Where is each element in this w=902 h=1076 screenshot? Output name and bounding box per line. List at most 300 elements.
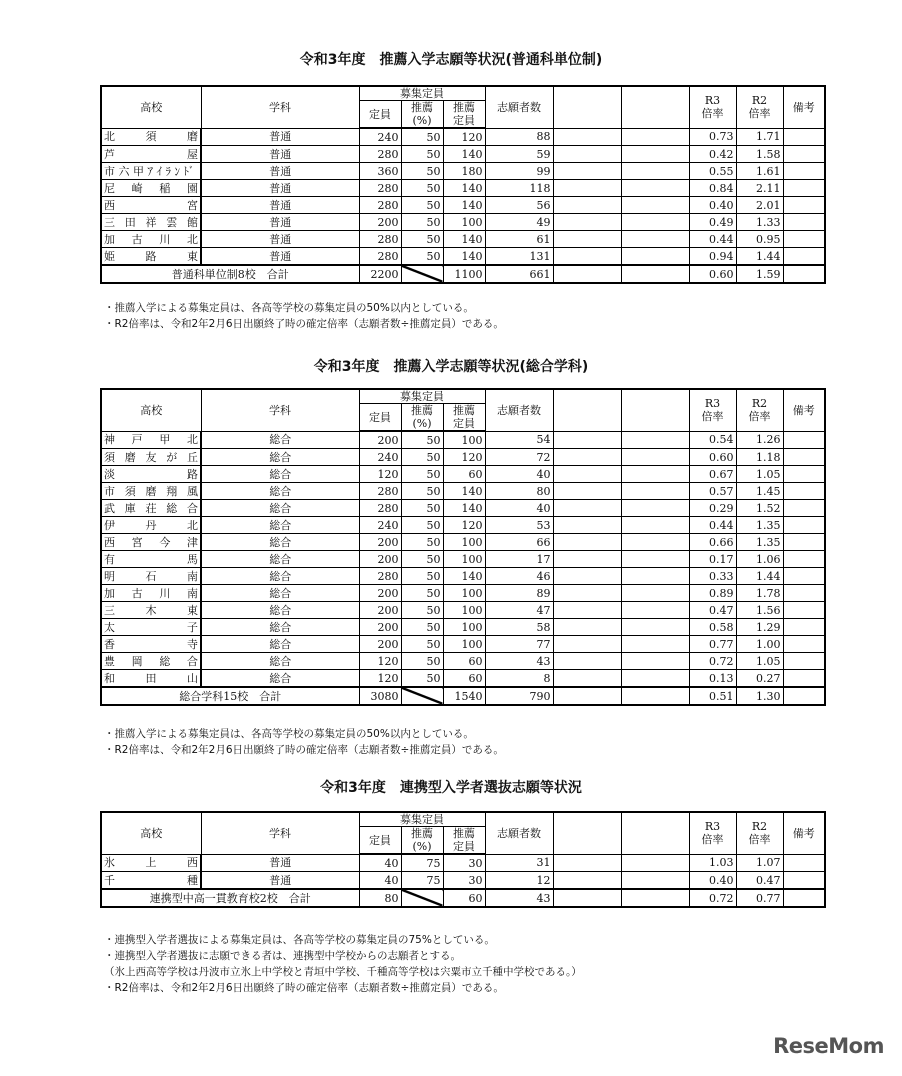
capacity: 280: [359, 568, 401, 585]
applicants: 54: [485, 431, 553, 449]
r2-ratio: 1.05: [736, 653, 783, 670]
rec-pct: 50: [401, 180, 443, 197]
rec-pct: 50: [401, 653, 443, 670]
r2-ratio: 1.05: [736, 466, 783, 483]
applicants: 77: [485, 636, 553, 653]
total-row: [101, 265, 825, 283]
header-r3: R3 倍率: [689, 86, 736, 128]
department: 普通: [201, 872, 359, 890]
school-name: 加古川北: [101, 231, 201, 248]
capacity: 240: [359, 517, 401, 534]
rec-pct: 50: [401, 214, 443, 231]
remarks: [783, 265, 825, 283]
r3-ratio: 0.17: [689, 551, 736, 568]
r3-ratio: 1.03: [689, 854, 736, 872]
r3-ratio: 0.57: [689, 483, 736, 500]
blank-cell: [621, 889, 689, 907]
department: 普通: [201, 128, 359, 146]
table-row: [101, 619, 825, 636]
department: 総合: [201, 551, 359, 568]
school-name: 三田祥雲館: [101, 214, 201, 231]
rec-pct: 50: [401, 146, 443, 163]
capacity: 120: [359, 466, 401, 483]
header-blank: [553, 389, 621, 431]
blank-cell: [553, 214, 621, 231]
department: 普通: [201, 180, 359, 197]
remarks: [783, 534, 825, 551]
total-r2-ratio: 1.30: [736, 687, 783, 705]
header-blank: [553, 86, 621, 128]
blank-cell: [553, 636, 621, 653]
remarks: [783, 128, 825, 146]
total-r3-ratio: 0.51: [689, 687, 736, 705]
total-capacity: 3080: [359, 687, 401, 705]
remarks: [783, 670, 825, 688]
blank-cell: [621, 483, 689, 500]
r3-ratio: 0.13: [689, 670, 736, 688]
blank-cell: [553, 517, 621, 534]
rec-cap: 60: [443, 653, 485, 670]
header-applicants: 志願者数: [485, 389, 553, 431]
note-line: ・連携型入学者選抜による募集定員は、各高等学校の募集定員の75%としている。: [104, 934, 495, 946]
capacity: 280: [359, 231, 401, 248]
rec-cap: 30: [443, 854, 485, 872]
header-capacity-group: 募集定員: [359, 812, 485, 827]
school-name: 明石南: [101, 568, 201, 585]
blank-cell: [553, 889, 621, 907]
r3-ratio: 0.67: [689, 466, 736, 483]
capacity: 200: [359, 431, 401, 449]
r2-ratio: 1.18: [736, 449, 783, 466]
table-row: [101, 214, 825, 231]
header-remarks: 備考: [783, 812, 825, 854]
capacity: 280: [359, 197, 401, 214]
capacity: 360: [359, 163, 401, 180]
note-line: ・連携型入学者選抜に志願できる者は、連携型中学校からの志願者とする。: [104, 950, 461, 962]
department: 総合: [201, 602, 359, 619]
r3-ratio: 0.77: [689, 636, 736, 653]
total-rec-cap: 60: [443, 889, 485, 907]
blank-cell: [621, 854, 689, 872]
capacity: 120: [359, 653, 401, 670]
total-rec-cap: 1540: [443, 687, 485, 705]
table-row: [101, 163, 825, 180]
r3-ratio: 0.44: [689, 231, 736, 248]
applicants: 66: [485, 534, 553, 551]
school-name: 三木東: [101, 602, 201, 619]
school-name: 淡路: [101, 466, 201, 483]
department: 総合: [201, 534, 359, 551]
note-line: ・推薦入学による募集定員は、各高等学校の募集定員の50%以内としている。: [104, 302, 474, 314]
rec-cap: 140: [443, 180, 485, 197]
r2-ratio: 1.33: [736, 214, 783, 231]
applicants: 47: [485, 602, 553, 619]
table-row: [101, 585, 825, 602]
applicants: 40: [485, 500, 553, 517]
school-name: 千種: [101, 872, 201, 890]
remarks: [783, 602, 825, 619]
total-label: 総合学科15校 合計: [101, 687, 359, 705]
department: 普通: [201, 231, 359, 248]
applicants: 58: [485, 619, 553, 636]
r2-ratio: 1.56: [736, 602, 783, 619]
rec-cap: 100: [443, 619, 485, 636]
capacity: 40: [359, 854, 401, 872]
capacity: 280: [359, 180, 401, 197]
rec-cap: 100: [443, 431, 485, 449]
r3-ratio: 0.29: [689, 500, 736, 517]
section-title: 令和3年度 連携型入学者選抜志願等状況: [320, 780, 582, 796]
blank-cell: [621, 687, 689, 705]
total-r3-ratio: 0.72: [689, 889, 736, 907]
table-row: [101, 483, 825, 500]
school-name: 太子: [101, 619, 201, 636]
rec-cap: 120: [443, 128, 485, 146]
note-line: ・R2倍率は、令和2年2月6日出願終了時の確定倍率（志願者数÷推薦定員）である。: [104, 982, 504, 994]
rec-pct: 50: [401, 197, 443, 214]
remarks: [783, 483, 825, 500]
remarks: [783, 197, 825, 214]
header-capacity: 定員: [359, 101, 401, 129]
department: 総合: [201, 466, 359, 483]
rec-cap: 140: [443, 146, 485, 163]
note-line: ・推薦入学による募集定員は、各高等学校の募集定員の50%以内としている。: [104, 728, 474, 740]
rec-cap: 60: [443, 670, 485, 688]
rec-pct: 50: [401, 619, 443, 636]
applicants: 59: [485, 146, 553, 163]
applicants: 43: [485, 653, 553, 670]
r2-ratio: 1.71: [736, 128, 783, 146]
header-row: [101, 812, 825, 827]
rec-cap: 120: [443, 449, 485, 466]
r3-ratio: 0.33: [689, 568, 736, 585]
r2-ratio: 1.00: [736, 636, 783, 653]
rec-cap: 140: [443, 483, 485, 500]
total-applicants: 661: [485, 265, 553, 283]
school-name: 北須磨: [101, 128, 201, 146]
capacity: 240: [359, 128, 401, 146]
blank-cell: [621, 146, 689, 163]
table-row: [101, 636, 825, 653]
header-rec-cap: 推薦 定員: [443, 827, 485, 855]
rec-pct: 50: [401, 163, 443, 180]
school-name: 西宮今津: [101, 534, 201, 551]
remarks: [783, 248, 825, 266]
blank-cell: [621, 248, 689, 266]
school-name: 姫路東: [101, 248, 201, 266]
blank-cell: [621, 872, 689, 890]
rec-pct: 75: [401, 872, 443, 890]
r2-ratio: 0.47: [736, 872, 783, 890]
header-rec-pct: 推薦 (%): [401, 404, 443, 432]
r3-ratio: 0.58: [689, 619, 736, 636]
rec-pct: 50: [401, 534, 443, 551]
blank-cell: [553, 568, 621, 585]
department: 総合: [201, 619, 359, 636]
r3-ratio: 0.44: [689, 517, 736, 534]
school-name: 氷上西: [101, 854, 201, 872]
rec-pct: 50: [401, 670, 443, 688]
note-line: ・R2倍率は、令和2年2月6日出願終了時の確定倍率（志願者数÷推薦定員）である。: [104, 318, 504, 330]
table-row: [101, 854, 825, 872]
slash-cell: [401, 687, 443, 705]
capacity: 40: [359, 872, 401, 890]
school-name: 西宮: [101, 197, 201, 214]
blank-cell: [621, 602, 689, 619]
blank-cell: [553, 163, 621, 180]
capacity: 280: [359, 248, 401, 266]
status-table: [100, 811, 826, 908]
total-capacity: 2200: [359, 265, 401, 283]
blank-cell: [553, 872, 621, 890]
rec-cap: 100: [443, 585, 485, 602]
rec-cap: 140: [443, 231, 485, 248]
school-name: 和田山: [101, 670, 201, 688]
remarks: [783, 466, 825, 483]
total-label: 普通科単位制8校 合計: [101, 265, 359, 283]
total-applicants: 790: [485, 687, 553, 705]
header-r2: R2 倍率: [736, 389, 783, 431]
blank-cell: [553, 585, 621, 602]
table-row: [101, 653, 825, 670]
total-applicants: 43: [485, 889, 553, 907]
blank-cell: [553, 431, 621, 449]
blank-cell: [553, 500, 621, 517]
rec-cap: 100: [443, 534, 485, 551]
rec-pct: 50: [401, 585, 443, 602]
blank-cell: [621, 500, 689, 517]
total-label: 連携型中高一貫教育校2校 合計: [101, 889, 359, 907]
table-row: [101, 568, 825, 585]
r2-ratio: 1.26: [736, 431, 783, 449]
r2-ratio: 0.95: [736, 231, 783, 248]
school-name: 須磨友が丘: [101, 449, 201, 466]
table-row: [101, 602, 825, 619]
blank-cell: [621, 265, 689, 283]
status-table: [100, 388, 826, 706]
blank-cell: [553, 551, 621, 568]
department: 総合: [201, 636, 359, 653]
remarks: [783, 517, 825, 534]
blank-cell: [621, 636, 689, 653]
header-rec-pct: 推薦 (%): [401, 101, 443, 129]
table-row: [101, 872, 825, 890]
r2-ratio: 1.52: [736, 500, 783, 517]
applicants: 17: [485, 551, 553, 568]
remarks: [783, 231, 825, 248]
capacity: 120: [359, 670, 401, 688]
remarks: [783, 585, 825, 602]
r2-ratio: 1.78: [736, 585, 783, 602]
applicants: 31: [485, 854, 553, 872]
header-blank: [621, 812, 689, 854]
rec-pct: 50: [401, 636, 443, 653]
rec-cap: 140: [443, 248, 485, 266]
school-name: 豊岡総合: [101, 653, 201, 670]
table-row: [101, 449, 825, 466]
remarks: [783, 449, 825, 466]
school-name: 尼崎稲園: [101, 180, 201, 197]
remarks: [783, 636, 825, 653]
blank-cell: [553, 619, 621, 636]
capacity: 200: [359, 636, 401, 653]
blank-cell: [621, 534, 689, 551]
r2-ratio: 2.01: [736, 197, 783, 214]
capacity: 200: [359, 551, 401, 568]
rec-cap: 140: [443, 197, 485, 214]
school-name: 香寺: [101, 636, 201, 653]
applicants: 49: [485, 214, 553, 231]
r3-ratio: 0.89: [689, 585, 736, 602]
remarks: [783, 687, 825, 705]
blank-cell: [553, 602, 621, 619]
table-row: [101, 670, 825, 688]
header-dept: 学科: [201, 86, 359, 128]
header-school: 高校: [101, 86, 201, 128]
applicants: 80: [485, 483, 553, 500]
rec-pct: 50: [401, 128, 443, 146]
blank-cell: [553, 248, 621, 266]
rec-pct: 50: [401, 602, 443, 619]
table-row: [101, 197, 825, 214]
r3-ratio: 0.84: [689, 180, 736, 197]
blank-cell: [553, 128, 621, 146]
note-line: ・R2倍率は、令和2年2月6日出願終了時の確定倍率（志願者数÷推薦定員）である。: [104, 744, 504, 756]
blank-cell: [553, 483, 621, 500]
remarks: [783, 180, 825, 197]
blank-cell: [553, 449, 621, 466]
blank-cell: [621, 670, 689, 688]
table-row: [101, 231, 825, 248]
remarks: [783, 163, 825, 180]
header-r2: R2 倍率: [736, 812, 783, 854]
blank-cell: [621, 653, 689, 670]
blank-cell: [621, 163, 689, 180]
blank-cell: [553, 265, 621, 283]
blank-cell: [553, 534, 621, 551]
header-dept: 学科: [201, 812, 359, 854]
department: 総合: [201, 500, 359, 517]
remarks: [783, 551, 825, 568]
blank-cell: [553, 854, 621, 872]
rec-cap: 100: [443, 602, 485, 619]
school-name: 神戸甲北: [101, 431, 201, 449]
blank-cell: [621, 197, 689, 214]
remarks: [783, 500, 825, 517]
capacity: 200: [359, 585, 401, 602]
r3-ratio: 0.94: [689, 248, 736, 266]
rec-pct: 50: [401, 551, 443, 568]
r3-ratio: 0.66: [689, 534, 736, 551]
r2-ratio: 1.61: [736, 163, 783, 180]
header-capacity-group: 募集定員: [359, 86, 485, 101]
header-blank: [621, 389, 689, 431]
section-title: 令和3年度 推薦入学志願等状況(普通科単位制): [299, 52, 603, 68]
table-row: [101, 534, 825, 551]
rec-cap: 140: [443, 500, 485, 517]
header-rec-pct: 推薦 (%): [401, 827, 443, 855]
remarks: [783, 619, 825, 636]
r2-ratio: 2.11: [736, 180, 783, 197]
department: 総合: [201, 670, 359, 688]
rec-pct: 50: [401, 431, 443, 449]
r3-ratio: 0.55: [689, 163, 736, 180]
total-r2-ratio: 1.59: [736, 265, 783, 283]
remarks: [783, 854, 825, 872]
table-row: [101, 517, 825, 534]
r3-ratio: 0.54: [689, 431, 736, 449]
table-row: [101, 551, 825, 568]
header-school: 高校: [101, 812, 201, 854]
rec-cap: 100: [443, 636, 485, 653]
total-row: [101, 687, 825, 705]
capacity: 200: [359, 619, 401, 636]
blank-cell: [553, 231, 621, 248]
blank-cell: [621, 517, 689, 534]
r3-ratio: 0.42: [689, 146, 736, 163]
blank-cell: [553, 180, 621, 197]
blank-cell: [553, 687, 621, 705]
capacity: 280: [359, 483, 401, 500]
department: 普通: [201, 214, 359, 231]
blank-cell: [553, 466, 621, 483]
department: 普通: [201, 197, 359, 214]
rec-cap: 120: [443, 517, 485, 534]
rec-pct: 50: [401, 248, 443, 266]
header-r2: R2 倍率: [736, 86, 783, 128]
remarks: [783, 653, 825, 670]
department: 総合: [201, 517, 359, 534]
school-name: 武庫荘総合: [101, 500, 201, 517]
blank-cell: [621, 466, 689, 483]
department: 普通: [201, 163, 359, 180]
rec-cap: 100: [443, 551, 485, 568]
r3-ratio: 0.72: [689, 653, 736, 670]
applicants: 8: [485, 670, 553, 688]
capacity: 240: [359, 449, 401, 466]
header-blank: [621, 86, 689, 128]
school-name: 芦屋: [101, 146, 201, 163]
rec-cap: 100: [443, 214, 485, 231]
header-row: [101, 86, 825, 101]
rec-pct: 50: [401, 483, 443, 500]
applicants: 61: [485, 231, 553, 248]
table-row: [101, 180, 825, 197]
table-row: [101, 466, 825, 483]
rec-pct: 50: [401, 449, 443, 466]
blank-cell: [621, 180, 689, 197]
rec-cap: 30: [443, 872, 485, 890]
school-name: 市六甲ｱｲﾗﾝﾄﾞ: [101, 163, 201, 180]
r3-ratio: 0.47: [689, 602, 736, 619]
department: 総合: [201, 585, 359, 602]
department: 総合: [201, 483, 359, 500]
total-r2-ratio: 0.77: [736, 889, 783, 907]
rec-pct: 50: [401, 231, 443, 248]
rec-pct: 50: [401, 466, 443, 483]
r2-ratio: 1.45: [736, 483, 783, 500]
rec-pct: 50: [401, 517, 443, 534]
notes: [104, 726, 504, 758]
blank-cell: [553, 653, 621, 670]
header-rec-cap: 推薦 定員: [443, 404, 485, 432]
header-row: [101, 389, 825, 404]
r2-ratio: 0.27: [736, 670, 783, 688]
remarks: [783, 214, 825, 231]
r2-ratio: 1.44: [736, 248, 783, 266]
blank-cell: [621, 449, 689, 466]
r3-ratio: 0.40: [689, 197, 736, 214]
